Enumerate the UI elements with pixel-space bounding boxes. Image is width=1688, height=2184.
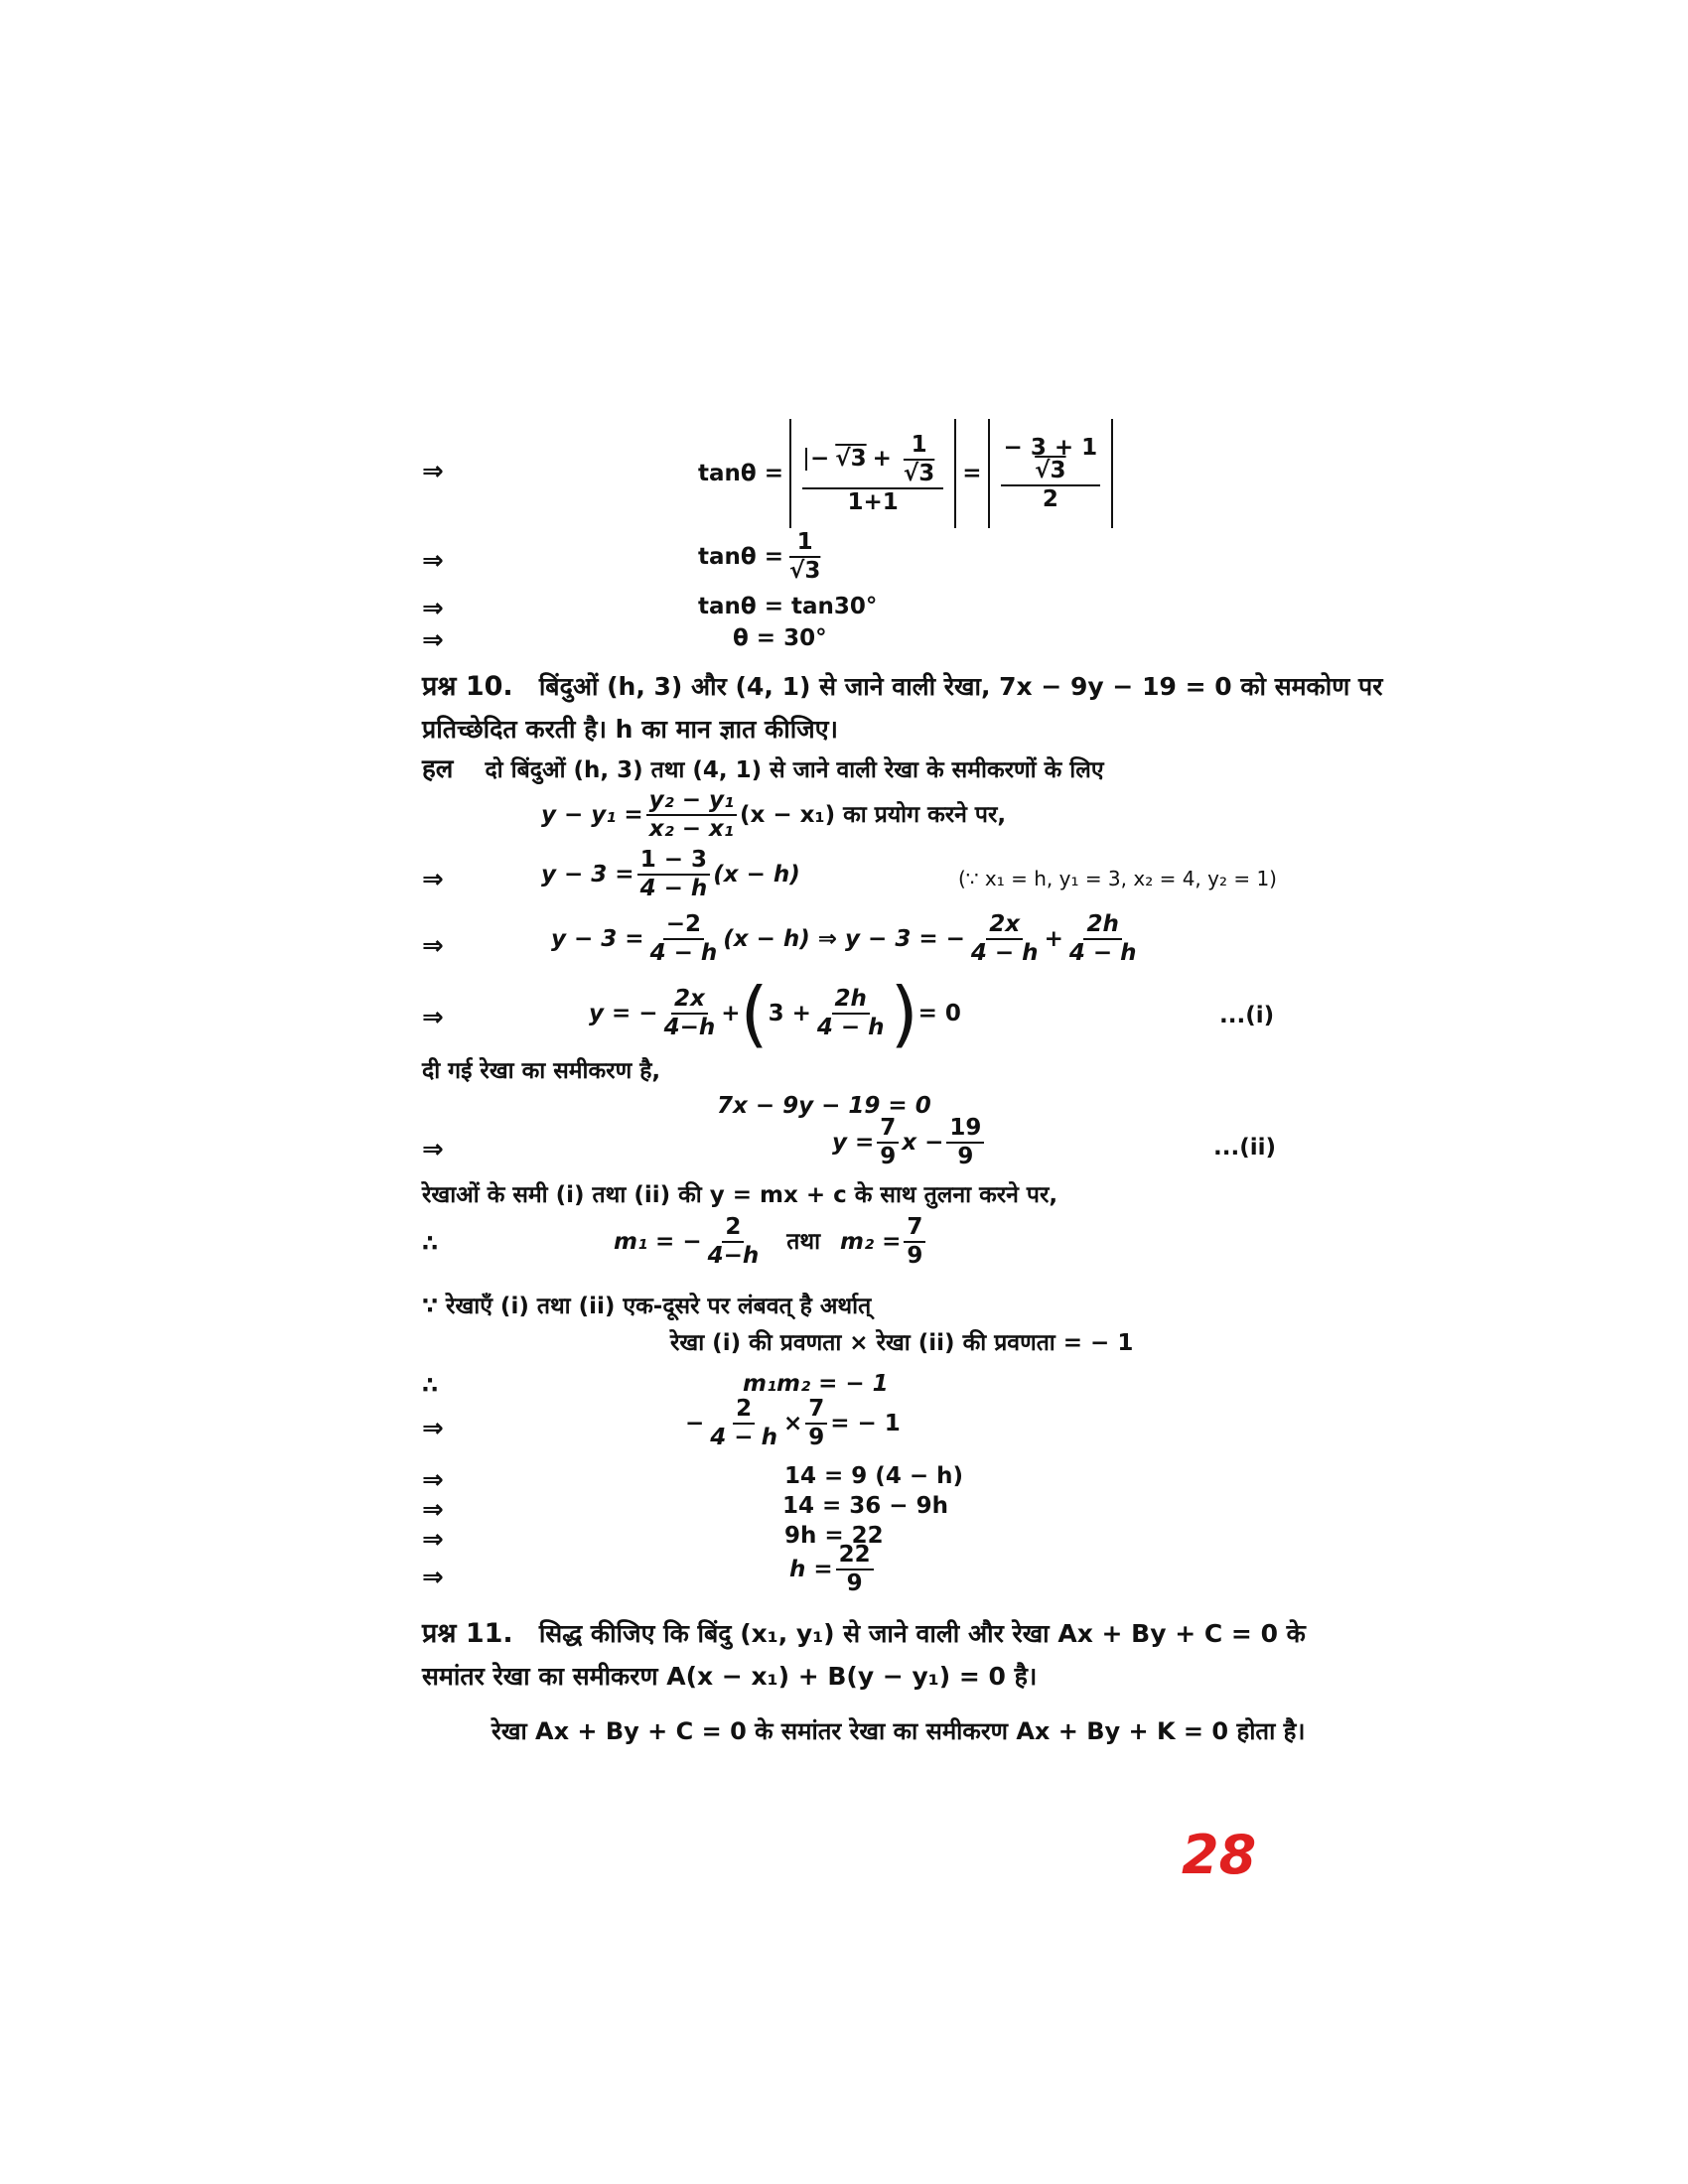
slope-product-text: रेखा (i) की प्रवणता × रेखा (ii) की प्रवणता = − 1	[670, 1330, 1134, 1356]
p2-lhs: −	[685, 1410, 705, 1436]
num-one: 1	[794, 531, 816, 558]
q10-text-1: बिंदुओं (h, 3) और (4, 1) से जाने वाली रेखा, 7x − 9y − 19 = 0 को समकोण पर	[538, 672, 1383, 701]
q11-text-1: सिद्ध कीजिए कि बिंदु (x₁, y₁) से जाने वाली और रेखा Ax + By + C = 0 के	[538, 1619, 1306, 1648]
solution-label: हल	[422, 754, 454, 784]
product-eq	[685, 1398, 901, 1449]
implies-arrow: ⇒	[422, 1525, 444, 1555]
q11-line1	[422, 1620, 1306, 1647]
abs-group-1	[789, 419, 956, 528]
step-p3: 14 = 9 (4 − h)	[784, 1463, 963, 1489]
tan-lhs-2: tanθ =	[698, 543, 783, 570]
tan-eq-1	[698, 419, 1113, 528]
q11-line2: समांतर रेखा का समीकरण A(x − x₁) + B(y − y₁) = 0 है।	[422, 1662, 1038, 1691]
q10-line1	[422, 673, 1382, 700]
step-2	[551, 913, 1143, 965]
s3-plus: +	[721, 1000, 741, 1026]
s3-num: 2x	[671, 988, 708, 1015]
one: 1	[909, 434, 930, 461]
p2-num2: 7	[805, 1398, 827, 1425]
given-equation: 7x − 9y − 19 = 0	[717, 1093, 931, 1119]
implies-arrow: ⇒	[422, 625, 444, 655]
step-p6	[789, 1544, 877, 1595]
eq-tag-i: ...(i)	[1219, 1003, 1275, 1028]
two-point-formula	[541, 789, 1006, 841]
p2-num: 2	[733, 1398, 755, 1425]
s3-num2: 2h	[832, 988, 870, 1015]
compare-line: रेखाओं के समी (i) तथा (ii) की y = mx + c के साथ तुलना करने पर,	[422, 1182, 1058, 1208]
s2-mid: (x − h) ⇒ y − 3 = −	[723, 925, 965, 952]
s2-num: −2	[663, 913, 704, 940]
given-slope-form	[832, 1117, 987, 1168]
implies-arrow: ⇒	[422, 457, 444, 486]
perp-line	[422, 1296, 871, 1318]
s1-rhs: (x − h)	[713, 861, 800, 887]
q10-solution-line	[422, 756, 1104, 782]
m1m2-eq: m₁m₂ = − 1	[743, 1371, 889, 1397]
tan-eq-3: tanθ = tan30°	[698, 594, 878, 619]
theta-eq: θ = 30°	[733, 625, 827, 651]
step-p4: 14 = 36 − 9h	[782, 1493, 948, 1519]
q10-line2: प्रतिच्छेदित करती है। h का मान ज्ञात कीजिए।	[422, 715, 839, 744]
s3-den2: 4 − h	[816, 1015, 885, 1040]
g2-num2: 19	[946, 1117, 984, 1144]
m2-den: 9	[907, 1243, 923, 1269]
sqrt3: √3	[835, 446, 867, 472]
q11-label: प्रश्न 11.	[422, 1618, 513, 1649]
sqrt3-b: √3	[1035, 457, 1066, 483]
implies-arrow: ⇒	[422, 594, 444, 623]
q10-label: प्रश्न 10.	[422, 671, 513, 702]
therefore-symbol: ∴	[422, 1231, 439, 1257]
p6-num: 22	[836, 1544, 874, 1570]
tan-lhs: tanθ =	[698, 460, 783, 486]
s2-den3: 4 − h	[1068, 940, 1137, 966]
s2-num3: 2h	[1083, 913, 1121, 940]
m1-lhs: m₁ = −	[614, 1228, 702, 1255]
implies-arrow: ⇒	[422, 1495, 444, 1525]
implies-arrow: ⇒	[422, 546, 444, 576]
tatha: तथा	[786, 1228, 821, 1255]
den-sqrt3: √3	[788, 558, 821, 584]
page-number: 28	[1182, 1824, 1257, 1886]
den-2: 2	[1042, 485, 1058, 512]
formula-lhs: y − y₁ =	[541, 801, 643, 828]
sqrt3-den: √3	[903, 460, 935, 486]
open-paren: (	[740, 972, 769, 1055]
s2-den: 4 − h	[649, 940, 718, 966]
tan-eq-2	[698, 531, 826, 583]
m1-den: 4−h	[707, 1243, 760, 1269]
g2-mid: x −	[902, 1129, 944, 1156]
abs-group-2	[988, 419, 1114, 528]
step-1	[541, 849, 800, 900]
g2-num: 7	[877, 1117, 899, 1144]
substitution-note: (∵ x₁ = h, y₁ = 3, x₂ = 4, y₂ = 1)	[958, 867, 1277, 890]
formula-num: y₂ − y₁	[646, 789, 737, 816]
formula-den: x₂ − x₁	[648, 816, 734, 842]
s3-den: 4−h	[663, 1015, 716, 1040]
s2-plus: +	[1044, 925, 1063, 952]
step-p5: 9h = 22	[784, 1523, 884, 1549]
g2-den2: 9	[957, 1144, 974, 1169]
eq-tag-ii: ...(ii)	[1213, 1135, 1277, 1160]
s1-den: 4 − h	[639, 876, 708, 901]
s2-lhs: y − 3 =	[551, 925, 644, 952]
g2-den: 9	[880, 1144, 897, 1169]
slopes-line	[614, 1216, 928, 1268]
implies-arrow: ⇒	[422, 1563, 444, 1592]
because-symbol: ∵	[422, 1294, 439, 1319]
implies-arrow: ⇒	[422, 865, 444, 894]
m1-num: 2	[722, 1216, 744, 1243]
implies-arrow: ⇒	[422, 1003, 444, 1032]
minus: −	[805, 448, 829, 471]
s2-den2: 4 − h	[970, 940, 1039, 966]
s1-num: 1 − 3	[637, 849, 710, 876]
close-paren: )	[890, 972, 918, 1055]
implies-arrow: ⇒	[422, 1414, 444, 1443]
s1-lhs: y − 3 =	[541, 861, 634, 887]
plus: +	[872, 446, 892, 472]
s2-num2: 2x	[986, 913, 1023, 940]
p6-den: 9	[846, 1570, 863, 1596]
eq-sign: =	[962, 460, 982, 486]
perp-text: रेखाएँ (i) तथा (ii) एक-दूसरे पर लंबवत् है अर्थात्	[446, 1294, 872, 1319]
p2-rhs: = − 1	[830, 1410, 901, 1436]
therefore-symbol: ∴	[422, 1373, 439, 1399]
step-3	[589, 972, 961, 1055]
s3-lhs: y = −	[589, 1000, 658, 1026]
p2-den2: 9	[808, 1425, 825, 1450]
given-line-text: दी गई रेखा का समीकरण है,	[422, 1058, 661, 1084]
implies-arrow: ⇒	[422, 1135, 444, 1164]
s3-eq: = 0	[917, 1000, 961, 1026]
solution-text: दो बिंदुओं (h, 3) तथा (4, 1) से जाने वाली रेखा के समीकरणों के लिए	[485, 757, 1104, 783]
den-1plus1: 1+1	[847, 488, 899, 515]
implies-arrow: ⇒	[422, 1465, 444, 1495]
q11-line3: रेखा Ax + By + C = 0 के समांतर रेखा का समीकरण Ax + By + K = 0 होता है।	[492, 1717, 1306, 1745]
times: ×	[782, 1410, 803, 1436]
s3-inner: 3 +	[768, 1000, 811, 1026]
formula-rhs: (x − x₁) का प्रयोग करने पर,	[740, 801, 1007, 828]
m2-num: 7	[904, 1216, 925, 1243]
m2-lhs: m₂ =	[840, 1228, 902, 1255]
num-b: − 3 + 1	[1003, 434, 1098, 461]
g2-lhs: y =	[832, 1129, 875, 1156]
p2-den: 4 − h	[710, 1425, 777, 1450]
p6-lhs: h =	[789, 1556, 833, 1582]
implies-arrow: ⇒	[422, 931, 444, 961]
